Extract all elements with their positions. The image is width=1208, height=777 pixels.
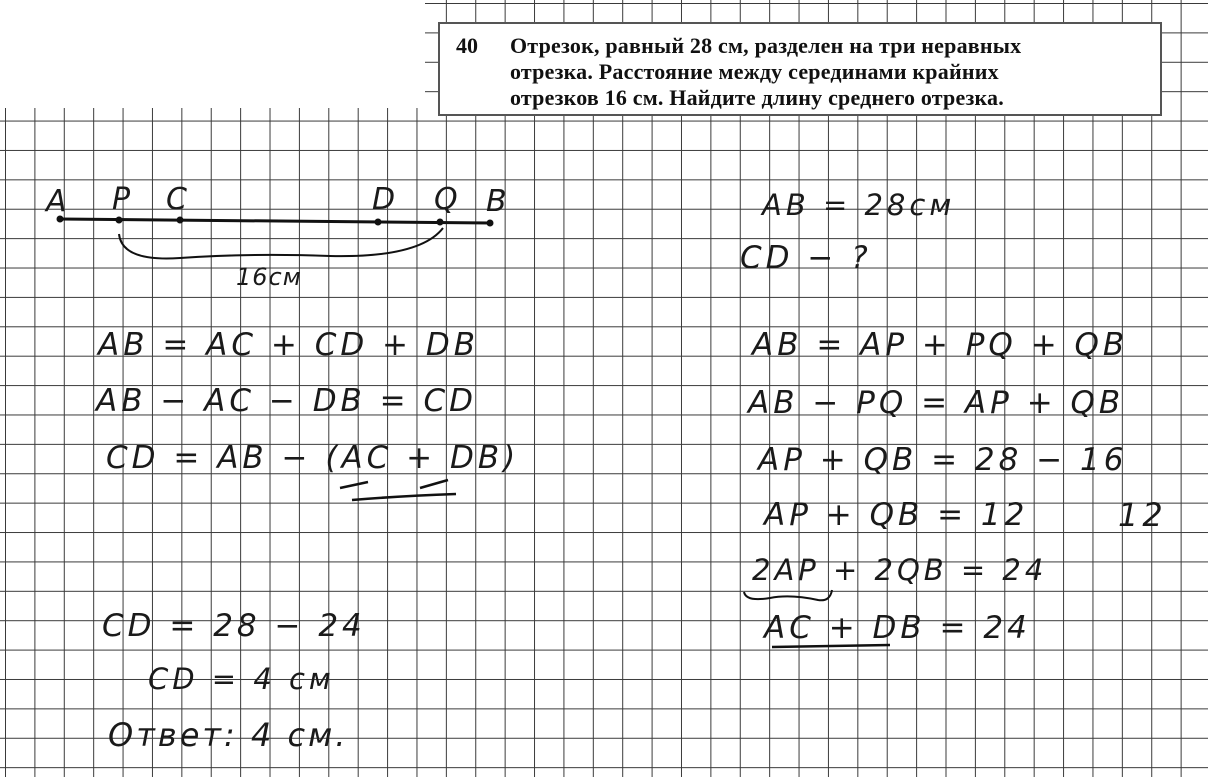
right-eq-6: AC + DB = 24 — [764, 610, 1031, 646]
label-p: P — [112, 182, 131, 217]
label-b: B — [486, 184, 507, 219]
given-cd: CD − ? — [740, 240, 872, 276]
right-eq-4: AP + QB = 12 — [764, 497, 1029, 533]
label-a: A — [46, 184, 67, 219]
problem-text-line-3: отрезков 16 см. Найдите длину среднего отрезка. — [510, 85, 1004, 110]
side-value: 12 — [1118, 496, 1167, 534]
underline-ac — [340, 482, 368, 488]
point-q-dot — [437, 219, 444, 226]
point-d-dot — [375, 219, 382, 226]
brace-label: 16см — [236, 263, 302, 291]
problem-text-line-2: отрезка. Расстояние между серединами крайних — [510, 59, 999, 84]
answer-line: Ответ: 4 см. — [108, 716, 349, 754]
point-c-dot — [177, 217, 184, 224]
label-d: D — [372, 182, 396, 217]
point-p-dot — [116, 217, 123, 224]
left-eq-5: CD = 4 см — [148, 662, 335, 696]
left-eq-1: AB = AC + CD + DB — [98, 327, 480, 363]
point-b-dot — [487, 220, 494, 227]
left-eq-2: AB − AC − DB = CD — [96, 383, 478, 419]
right-eq-2: AB − PQ = AP + QB — [748, 385, 1125, 421]
label-c: C — [166, 182, 187, 217]
underline-group — [352, 494, 456, 500]
left-eq-3: CD = AB − (AC + DB) — [106, 440, 520, 476]
brace-2ap — [744, 590, 832, 600]
right-eq-3: AP + QB = 28 − 16 — [758, 442, 1128, 478]
given-ab: AB = 28см — [762, 188, 956, 222]
underline-db — [420, 480, 448, 488]
brace-16cm — [119, 228, 443, 259]
right-eq-1: AB = AP + PQ + QB — [752, 327, 1129, 363]
right-eq-5: 2AP + 2QB = 24 — [752, 553, 1048, 587]
problem-number: 40 — [456, 33, 478, 58]
left-eq-4: CD = 28 − 24 — [102, 608, 366, 644]
label-q: Q — [434, 182, 458, 217]
segment-ab — [60, 219, 490, 223]
problem-text-line-1: Отрезок, равный 28 см, разделен на три неравных — [510, 33, 1022, 58]
